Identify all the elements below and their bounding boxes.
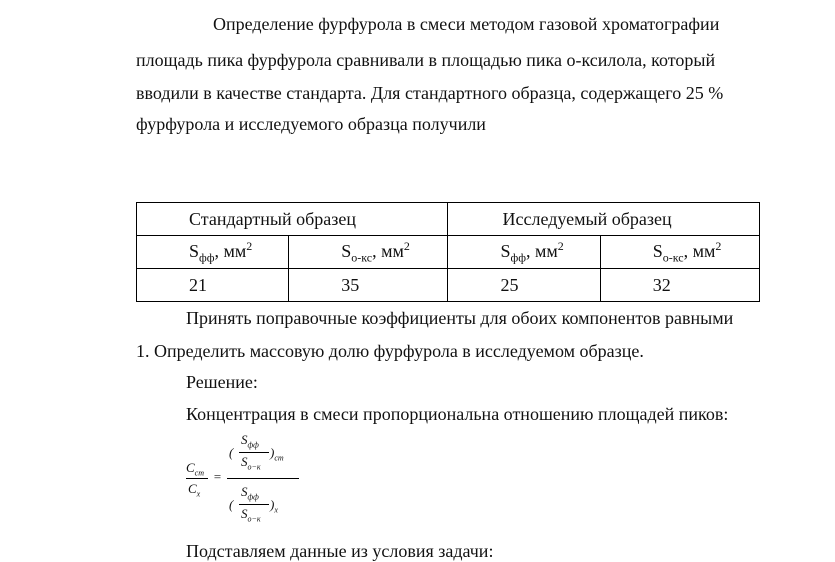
column-header-sokc-test: $S_{о-кс}$, $мм^2$	[600, 236, 759, 269]
group-header-test: Исследуемый образец	[448, 203, 760, 236]
paragraph-line-2: площадь пика фурфурола сравнивали в площадью пика о-ксилола, который	[136, 50, 716, 70]
after-table-line-2: 1. Определить массовую долю фурфурола в исследуемом образце.	[136, 341, 644, 361]
formula-close-paren-top: )$_{ст}$	[270, 445, 284, 463]
formula-s-ok-bottom: $S_{о-к}$	[241, 506, 261, 524]
table-cell: 21	[137, 269, 289, 302]
substitute-line: Подставляем данные из условия задачи:	[186, 541, 494, 561]
formula-c-st: $C_{ст}$	[186, 460, 204, 478]
formula-fraction-bar-left	[186, 478, 208, 479]
formula-main-fraction-bar	[227, 478, 299, 479]
concentration-line: Концентрация в смеси пропорциональна отношению площадей пиков:	[186, 404, 729, 424]
formula-equals: =	[213, 469, 222, 484]
after-table-line-1: Принять поправочные коэффициенты для обоих компонентов равными	[186, 308, 734, 328]
formula-s-ff-top: $S_{фф}$	[241, 432, 259, 450]
paragraph-line-1: Определение фурфурола в смеси методом газовой хроматографии	[213, 14, 720, 34]
table-cell: 32	[600, 269, 759, 302]
formula-c-x: $C_x$	[188, 481, 201, 499]
formula-s-ok-top: $S_{о-к}$	[241, 454, 261, 472]
formula-open-paren-top: (	[229, 445, 234, 460]
paragraph-line-4: фурфурола и исследуемого образца получили	[136, 114, 486, 134]
formula-inner-bar-bottom	[239, 504, 269, 505]
data-table	[136, 202, 760, 302]
group-header-standard: Стандартный образец	[137, 203, 448, 236]
formula-open-paren-bottom: (	[229, 497, 234, 512]
formula-s-ff-bottom: $S_{фф}$	[241, 484, 259, 502]
column-header-sokc-std: $S_{о-кс}$, $мм^2$	[289, 236, 448, 269]
column-header-sff-std: $S_{фф}$, $мм^2$	[137, 236, 289, 269]
formula	[186, 432, 306, 532]
formula-close-paren-bottom: )$_x$	[270, 497, 278, 515]
solution-heading: Решение:	[186, 372, 258, 392]
table-cell: 25	[448, 269, 600, 302]
column-header-sff-test: $S_{фф}$, $мм^2$	[448, 236, 600, 269]
formula-inner-bar-top	[239, 452, 269, 453]
table-cell: 35	[289, 269, 448, 302]
paragraph-line-3: вводили в качестве стандарта. Для стандартного образца, содержащего 25 %	[136, 83, 724, 103]
